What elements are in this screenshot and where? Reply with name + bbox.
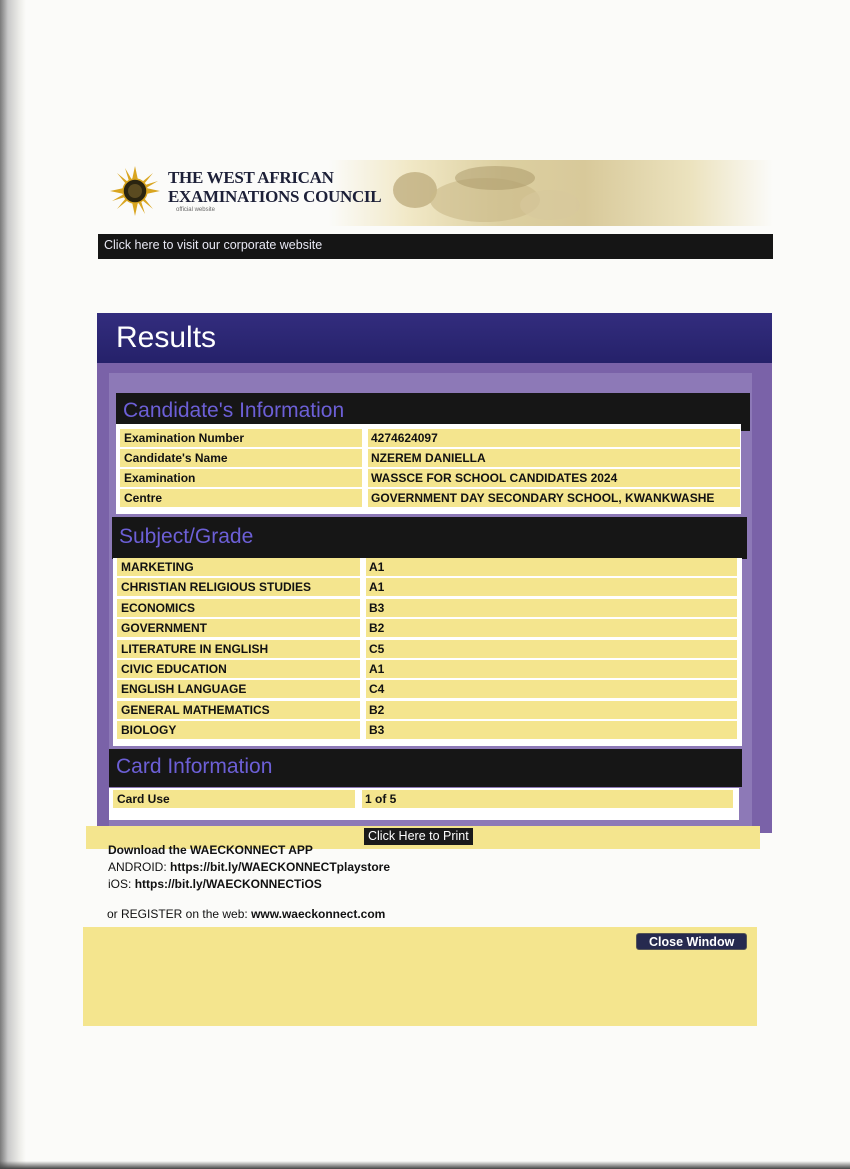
subject-name-text: GOVERNMENT <box>121 621 208 636</box>
close-window-button[interactable]: Close Window <box>636 933 747 950</box>
info-label <box>120 489 362 507</box>
subject-name <box>117 721 360 739</box>
subject-name <box>117 640 360 658</box>
subject-name <box>117 680 360 698</box>
info-label-text: Candidate's Name <box>124 451 228 465</box>
download-heading: Download the WAECKONNECT APP <box>108 843 313 857</box>
grade-value-text: C4 <box>369 682 385 697</box>
info-value <box>368 469 740 487</box>
card-value-text: 1 of 5 <box>365 792 397 806</box>
scan-edge-shadow <box>0 0 26 1169</box>
grade-value <box>366 578 737 596</box>
subject-name-text: CHRISTIAN RELIGIOUS STUDIES <box>121 580 312 595</box>
scan-edge-bottom <box>0 1161 850 1169</box>
candidate-info-row <box>120 489 740 507</box>
subject-name-text: ENGLISH LANGUAGE <box>121 682 247 697</box>
subject-name-text: MARKETING <box>121 560 194 574</box>
org-name-line2: EXAMINATIONS COUNCIL <box>168 187 382 206</box>
subject-name <box>117 660 360 678</box>
candidate-info-row <box>120 449 740 467</box>
grade-value-text: B3 <box>369 723 385 738</box>
grade-row <box>117 701 737 719</box>
info-value-text: WASSCE FOR SCHOOL CANDIDATES 2024 <box>371 471 618 485</box>
grade-value-text: A1 <box>369 560 385 574</box>
grade-row <box>117 640 737 658</box>
subject-name-text: BIOLOGY <box>121 723 177 738</box>
corporate-bar <box>98 234 773 259</box>
grade-value <box>366 660 737 678</box>
print-button[interactable]: Click Here to Print <box>364 828 473 845</box>
grade-row <box>117 660 737 678</box>
card-label <box>113 790 355 808</box>
candidate-info-row <box>120 429 740 447</box>
info-value <box>368 489 740 507</box>
subject-grade-title: Subject/Grade <box>119 525 254 548</box>
grade-row <box>117 578 737 596</box>
subject-name-text: LITERATURE IN ENGLISH <box>121 641 269 656</box>
info-label <box>120 469 362 487</box>
subject-name <box>117 558 360 576</box>
org-name <box>168 168 381 206</box>
subject-name <box>117 599 360 617</box>
grade-value <box>366 558 737 576</box>
info-label-text: Examination <box>124 471 196 485</box>
org-subtitle: official website <box>176 207 215 213</box>
grade-row <box>117 680 737 698</box>
info-value-text: GOVERNMENT DAY SECONDARY SCHOOL, KWANKWASHE <box>371 491 715 505</box>
register-line <box>107 907 385 921</box>
card-info-header <box>109 749 742 787</box>
results-title: Results <box>116 321 217 354</box>
subject-name <box>117 701 360 719</box>
grade-value-text: B2 <box>369 702 385 717</box>
subject-grade-header <box>112 517 747 559</box>
info-value-text: NZEREM DANIELLA <box>371 451 486 465</box>
grade-value-text: B2 <box>369 621 385 636</box>
grade-row <box>117 599 737 617</box>
grade-value <box>366 619 737 637</box>
grade-row <box>117 558 737 576</box>
grade-value-text: B3 <box>369 600 385 615</box>
waec-logo-icon <box>110 166 160 216</box>
waec-header-banner <box>100 160 773 226</box>
card-value <box>362 790 733 808</box>
subject-name-text: ECONOMICS <box>121 600 196 615</box>
info-label <box>120 449 362 467</box>
info-value-text: 4274624097 <box>371 431 438 445</box>
grade-value <box>366 721 737 739</box>
subject-name <box>117 619 360 637</box>
card-label-text: Card Use <box>117 792 170 806</box>
subject-name-text: CIVIC EDUCATION <box>121 662 227 676</box>
grade-value <box>366 640 737 658</box>
candidate-info-row <box>120 469 740 487</box>
register-link[interactable]: www.waeckonnect.com <box>251 907 386 921</box>
ios-label: iOS: <box>108 877 132 891</box>
grade-row <box>117 619 737 637</box>
info-value <box>368 449 740 467</box>
ios-link[interactable]: https://bit.ly/WAECKONNECTiOS <box>134 877 322 891</box>
grade-value-text: C5 <box>369 641 385 656</box>
info-label <box>120 429 362 447</box>
register-text: or REGISTER on the web: <box>107 907 248 921</box>
subject-name-text: GENERAL MATHEMATICS <box>121 702 270 717</box>
info-value <box>368 429 740 447</box>
banner-photo-image <box>375 160 595 226</box>
grade-row <box>117 721 737 739</box>
bottom-panel <box>83 927 757 1026</box>
corporate-website-link[interactable]: Click here to visit our corporate website <box>104 238 323 252</box>
info-label-text: Examination Number <box>124 431 245 445</box>
grade-value-text: A1 <box>369 580 385 595</box>
grade-value <box>366 701 737 719</box>
results-header <box>97 313 772 363</box>
card-info-title: Card Information <box>116 755 273 778</box>
candidate-info-title: Candidate's Information <box>123 399 345 422</box>
info-label-text: Centre <box>124 491 163 505</box>
android-link[interactable]: https://bit.ly/WAECKONNECTplaystore <box>170 860 391 874</box>
android-label: ANDROID: <box>108 860 167 874</box>
grade-value-text: A1 <box>369 662 385 676</box>
grade-value <box>366 599 737 617</box>
download-info <box>108 842 390 893</box>
card-info-row <box>113 790 733 808</box>
org-name-line1: THE WEST AFRICAN <box>168 168 334 187</box>
subject-name <box>117 578 360 596</box>
grade-value <box>366 680 737 698</box>
